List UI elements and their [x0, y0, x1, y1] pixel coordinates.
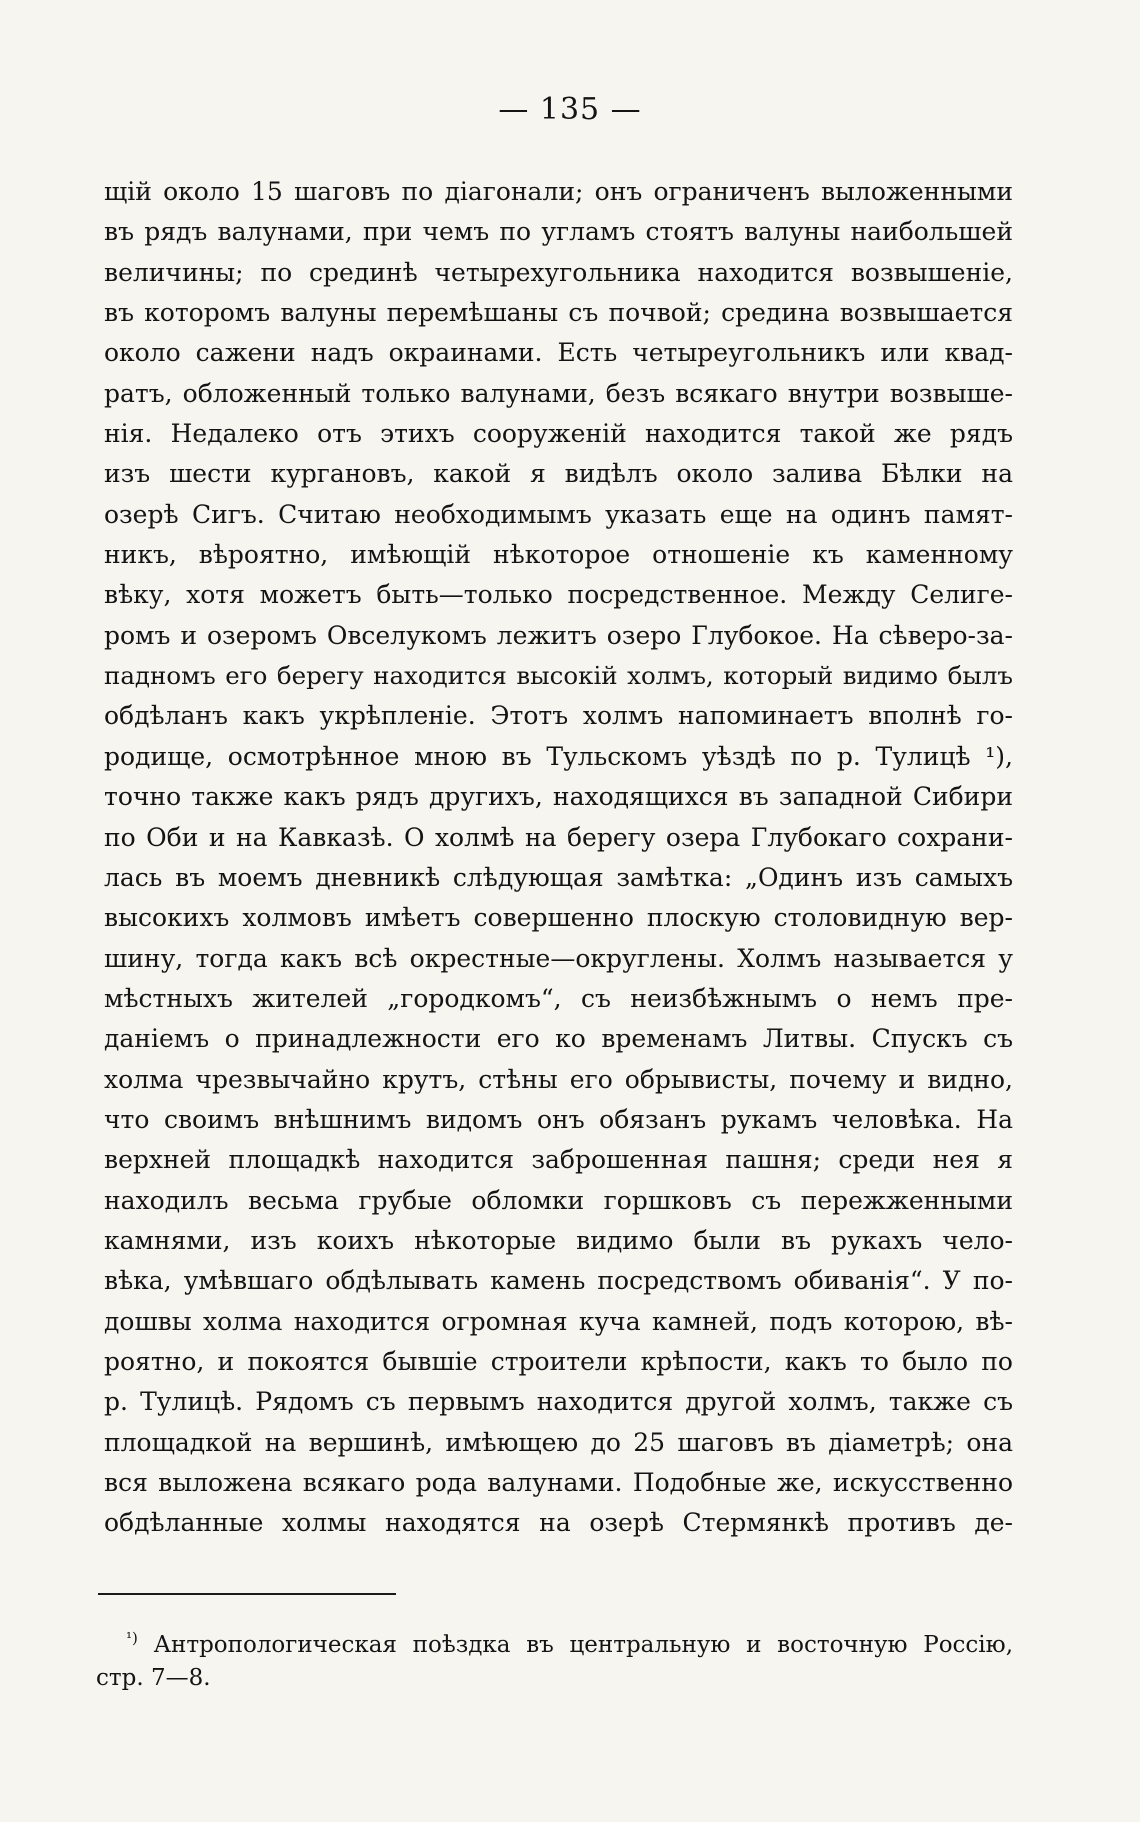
- footnote-line: стр. 7—8.: [96, 1665, 211, 1691]
- text-line: высокихъ холмовъ имѣетъ совершенно плоскую столовидную вер-: [104, 903, 1013, 933]
- text-line: величины; по срединѣ четырехугольника находится возвышеніе,: [104, 257, 1013, 287]
- text-line: точно также какъ рядъ другихъ, находящихся въ западной Сибири: [104, 782, 1013, 812]
- footnote-text: Антропологическая поѣздка въ центральную и восточную Россію,: [153, 1632, 1013, 1658]
- text-line: что своимъ внѣшнимъ видомъ онъ обязанъ рукамъ человѣка. На: [104, 1104, 1013, 1134]
- text-line: даніемъ о принадлежности его ко временамъ Литвы. Спускъ съ: [104, 1024, 1013, 1054]
- text-line: р. Тулицѣ. Рядомъ съ первымъ находится другой холмъ, также съ: [104, 1387, 1013, 1417]
- footnote-divider: [98, 1593, 396, 1595]
- text-line: дошвы холма находится огромная куча камней, подъ которою, вѣ-: [104, 1306, 1013, 1336]
- text-line: вѣку, хотя можетъ быть—только посредственное. Между Селиге-: [104, 580, 1013, 610]
- text-line: около сажени надъ окраинами. Есть четыреугольникъ или квад-: [104, 338, 1013, 368]
- text-line: въ которомъ валуны перемѣшаны съ почвой; средина возвышается: [104, 298, 1013, 328]
- text-line: изъ шести кургановъ, какой я видѣлъ около залива Бѣлки на: [104, 459, 1013, 489]
- page-number: — 135 —: [498, 92, 642, 127]
- text-line: въ рядъ валунами, при чемъ по угламъ стоятъ валуны наибольшей: [104, 217, 1013, 247]
- footnote-marker: ¹): [126, 1629, 138, 1647]
- text-line: обдѣланные холмы находятся на озерѣ Стермянкѣ противъ де-: [104, 1508, 1013, 1538]
- footnote: [96, 1618, 1013, 1698]
- text-line: площадкой на вершинѣ, имѣющею до 25 шаговъ въ діаметрѣ; она: [104, 1427, 1013, 1457]
- text-line: падномъ его берегу находится высокій холмъ, который видимо былъ: [104, 661, 1013, 691]
- text-line: вся выложена всякаго рода валунами. Подобные же, искусственно: [104, 1468, 1013, 1497]
- text-line: шину, тогда какъ всѣ окрестные—округлены. Холмъ называется у: [104, 943, 1013, 973]
- text-line: никъ, вѣроятно, имѣющій нѣкоторое отношеніе къ каменному: [104, 540, 1013, 570]
- text-line: роятно, и покоятся бывшіе строители крѣпости, какъ то было по: [104, 1346, 1013, 1376]
- text-line: верхней площадкѣ находится заброшенная пашня; среди нея я: [104, 1145, 1013, 1175]
- footnote-line: [96, 1618, 1013, 1658]
- text-line: вѣка, умѣвшаго обдѣлывать камень посредствомъ обиванія“. У по-: [104, 1266, 1013, 1296]
- text-line: родище, осмотрѣнное мною въ Тульскомъ уѣздѣ по р. Тулицѣ ¹),: [104, 741, 1013, 771]
- text-line: холма чрезвычайно крутъ, стѣны его обрывисты, почему и видно,: [104, 1064, 1013, 1094]
- text-line: камнями, изъ коихъ нѣкоторые видимо были въ рукахъ чело-: [104, 1225, 1013, 1255]
- text-line: находилъ весьма грубые обломки горшковъ съ пережженными: [104, 1185, 1013, 1215]
- text-line: по Оби и на Кавказѣ. О холмѣ на берегу озера Глубокаго сохрани-: [104, 822, 1013, 852]
- text-line: ромъ и озеромъ Овселукомъ лежитъ озеро Глубокое. На сѣверо-за-: [104, 620, 1013, 650]
- text-line: ратъ, обложенный только валунами, безъ всякаго внутри возвыше-: [104, 378, 1013, 408]
- text-line: мѣстныхъ жителей „городкомъ“, съ неизбѣжнымъ о немъ пре-: [104, 983, 1013, 1013]
- text-line: озерѣ Сигъ. Считаю необходимымъ указать еще на одинъ памят-: [104, 499, 1013, 529]
- text-line: нія. Недалеко отъ этихъ сооруженій находится такой же рядъ: [104, 419, 1013, 449]
- text-line: лась въ моемъ дневникѣ слѣдующая замѣтка: „Одинъ изъ самыхъ: [104, 862, 1013, 892]
- text-line: обдѣланъ какъ укрѣпленіе. Этотъ холмъ напоминаетъ вполнѣ го-: [104, 701, 1013, 731]
- text-line: щій около 15 шаговъ по діагонали; онъ ограниченъ выложенными: [104, 177, 1013, 206]
- body-text: [104, 172, 1013, 1544]
